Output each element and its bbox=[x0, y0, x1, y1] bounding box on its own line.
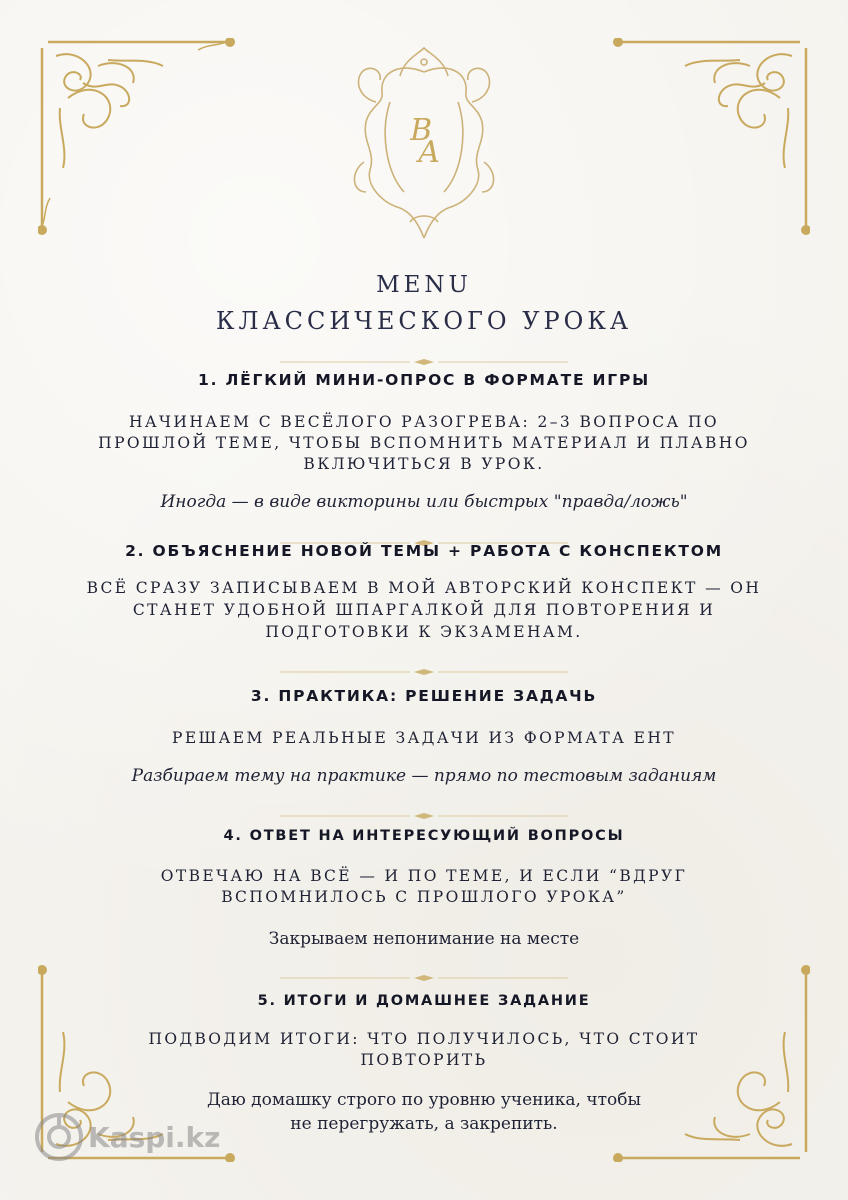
divider bbox=[280, 531, 568, 537]
section-5-note-line-1: Даю домашку строго по уровню ученика, чтобы bbox=[206, 1090, 641, 1110]
menu-subtitle: КЛАССИЧЕСКОГО УРОКА bbox=[215, 307, 633, 335]
section-1-note: Иногда — в виде викторины или быстрых "правда/ложь" bbox=[160, 492, 688, 512]
section-1-line-2: ПРОШЛОЙ ТЕМЕ, ЧТОБЫ ВСПОМНИТЬ МАТЕРИАЛ И ПЛАВНО bbox=[98, 434, 750, 452]
divider bbox=[280, 804, 568, 810]
menu-title: MENU bbox=[376, 272, 472, 298]
monogram-crest bbox=[340, 42, 508, 247]
section-2-line-3: ПОДГОТОВКИ К ЭКЗАМЕНАМ. bbox=[265, 623, 583, 641]
section-4-heading: 4. ОТВЕТ НА ИНТЕРЕСУЮЩИЙ ВОПРОСЫ bbox=[223, 828, 625, 844]
divider bbox=[280, 660, 568, 666]
section-5-note-line-2: не перегружать, а закрепить. bbox=[290, 1114, 558, 1134]
watermark-text: Kaspi.kz bbox=[88, 1120, 221, 1154]
section-1-line-3: ВКЛЮЧИТЬСЯ В УРОК. bbox=[303, 455, 545, 473]
section-4-note: Закрываем непонимание на месте bbox=[268, 929, 580, 949]
section-2-line-2: СТАНЕТ УДОБНОЙ ШПАРГАЛКОЙ ДЛЯ ПОВТОРЕНИЯ И bbox=[132, 601, 716, 619]
section-2-heading: 2. ОБЪЯСНЕНИЕ НОВОЙ ТЕМЫ + РАБОТА С КОНСПЕКТОМ bbox=[125, 542, 723, 560]
section-5-heading: 5. ИТОГИ И ДОМАШНЕЕ ЗАДАНИЕ bbox=[257, 993, 591, 1009]
divider bbox=[280, 966, 568, 972]
corner-ornament-top-left bbox=[38, 38, 238, 238]
corner-ornament-top-right bbox=[610, 38, 810, 238]
section-2-line-1: ВСЁ СРАЗУ ЗАПИСЫВАЕМ В МОЙ АВТОРСКИЙ КОНСПЕКТ — ОН bbox=[86, 579, 762, 597]
section-5-line-2: ПОВТОРИТЬ bbox=[360, 1051, 488, 1069]
kaspi-logo-icon bbox=[34, 1112, 84, 1162]
section-3-note: Разбираем тему на практике — прямо по тестовым заданиям bbox=[131, 766, 717, 786]
monogram-letter-a: A bbox=[418, 135, 438, 170]
section-1-line-1: НАЧИНАЕМ С ВЕСЁЛОГО РАЗОГРЕВА: 2–3 ВОПРОСА ПО bbox=[128, 413, 720, 431]
section-3-heading: 3. ПРАКТИКА: РЕШЕНИЕ ЗАДАЧЬ bbox=[250, 687, 598, 705]
section-5-line-1: ПОДВОДИМ ИТОГИ: ЧТО ПОЛУЧИЛОСЬ, ЧТО СТОИТ bbox=[148, 1030, 700, 1048]
section-4-line-1: ОТВЕЧАЮ НА ВСЁ — И ПО ТЕМЕ, И ЕСЛИ “ВДРУГ bbox=[160, 867, 688, 885]
monogram-letter-b: B bbox=[410, 113, 431, 148]
section-3-line-1: РЕШАЕМ РЕАЛЬНЫЕ ЗАДАЧИ ИЗ ФОРМАТА ЕНТ bbox=[172, 729, 676, 747]
section-4-line-2: ВСПОМНИЛОСЬ С ПРОШЛОГО УРОКА” bbox=[221, 888, 627, 906]
divider bbox=[280, 350, 568, 356]
section-1-heading: 1. ЛЁГКИЙ МИНИ-ОПРОС В ФОРМАТЕ ИГРЫ bbox=[197, 371, 650, 389]
kaspi-watermark bbox=[34, 1112, 220, 1162]
